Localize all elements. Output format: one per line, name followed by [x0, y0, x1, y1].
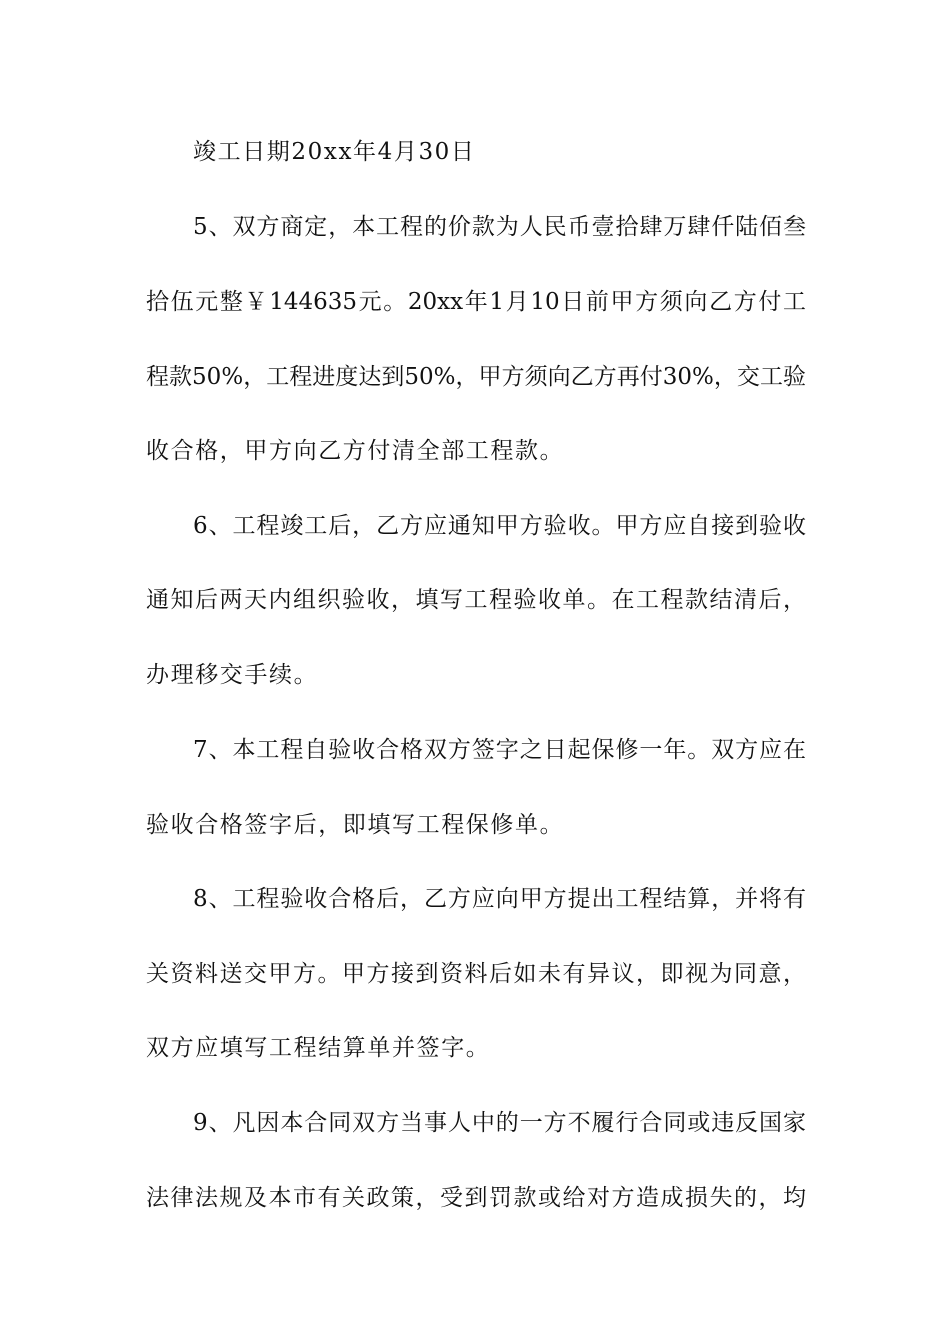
- text-line-clause-5-end: 收合格，甲方向乙方付清全部工程款。: [146, 438, 565, 464]
- text-line-clause-5-cont-2: 程款50%，工程进度达到50%，甲方须向乙方再付30%，交工验: [146, 364, 806, 390]
- text-line-clause-6-cont: 通知后两天内组织验收，填写工程验收单。在工程款结清后，: [146, 587, 806, 613]
- text-line-clause-5-start: 5、双方商定，本工程的价款为人民币壹拾肆万肆仟陆佰叁: [193, 214, 806, 240]
- text-line-clause-9-cont: 法律法规及本市有关政策，受到罚款或给对方造成损失的，均: [146, 1185, 806, 1211]
- text-line-clause-8-end: 双方应填写工程结算单并签字。: [146, 1035, 491, 1061]
- text-line-clause-9-start: 9、凡因本合同双方当事人中的一方不履行合同或违反国家: [193, 1110, 806, 1136]
- text-line-clause-8-cont: 关资料送交甲方。甲方接到资料后如未有异议，即视为同意，: [146, 961, 806, 987]
- text-line-clause-5-cont-1: 拾伍元整￥144635元。20xx年1月10日前甲方须向乙方付工: [146, 289, 806, 315]
- text-line-clause-6-end: 办理移交手续。: [146, 662, 319, 688]
- text-line-completion-date: 竣工日期20xx年4月30日: [193, 139, 476, 165]
- text-line-clause-8-start: 8、工程验收合格后，乙方应向甲方提出工程结算，并将有: [193, 886, 806, 912]
- text-line-clause-7-end: 验收合格签字后，即填写工程保修单。: [146, 812, 565, 838]
- text-line-clause-6-start: 6、工程竣工后，乙方应通知甲方验收。甲方应自接到验收: [193, 513, 806, 539]
- text-line-clause-7-start: 7、本工程自验收合格双方签字之日起保修一年。双方应在: [193, 737, 806, 763]
